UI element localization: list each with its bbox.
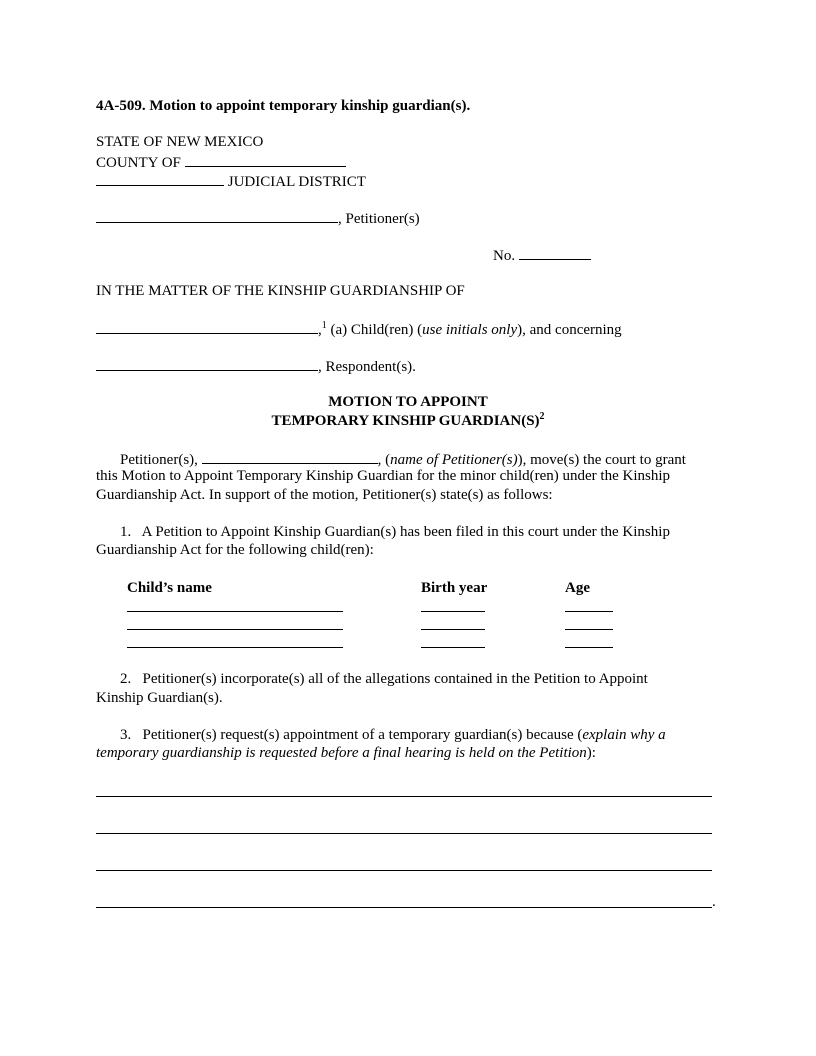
birth-year-field-1[interactable]: [421, 611, 485, 612]
case-number-line: [493, 245, 591, 265]
birth-year-field-2[interactable]: [421, 629, 485, 630]
case-number-label: No.: [493, 248, 516, 264]
petitioner-field[interactable]: [96, 208, 338, 223]
child-name-field-1[interactable]: [127, 611, 343, 612]
explanation-line-1[interactable]: [96, 796, 712, 797]
birth-year-field-3[interactable]: [421, 647, 485, 648]
col-header-birth-year: Birth year: [421, 580, 488, 596]
age-field-1[interactable]: [565, 611, 613, 612]
district-line: [96, 171, 366, 191]
item3-line2: temporary guardianship is requested before a final hearing is held on the Petition):: [96, 745, 596, 761]
child-initials-field[interactable]: [96, 319, 318, 334]
footnote-2: 2: [539, 411, 545, 422]
respondent-field[interactable]: [96, 356, 318, 371]
respondent-label: , Respondent(s).: [318, 359, 416, 375]
intro-line3: Guardianship Act. In support of the motion, Petitioner(s) state(s) as follows:: [96, 487, 553, 503]
motion-heading-line1: MOTION TO APPOINT: [328, 394, 488, 410]
item2-line1: 2. Petitioner(s) incorporate(s) all of the allegations contained in the Petition to Appoint: [120, 671, 648, 687]
item2-line2: Kinship Guardian(s).: [96, 690, 223, 706]
intro-line1: Petitioner(s), , (name of Petitioner(s)), move(s) the court to grant: [120, 449, 686, 469]
respondent-line: [96, 356, 416, 376]
county-label: COUNTY OF: [96, 155, 181, 171]
explanation-line-2[interactable]: [96, 833, 712, 834]
case-number-field[interactable]: [519, 245, 591, 260]
state-label: STATE OF NEW MEXICO: [96, 134, 264, 150]
petitioner-label: , Petitioner(s): [338, 211, 420, 227]
age-field-3[interactable]: [565, 647, 613, 648]
item1-line1: 1. A Petition to Appoint Kinship Guardian(s) has been filed in this court under the Kinship: [120, 524, 670, 540]
rule-title: 4A-509. Motion to appoint temporary kinship guardian(s).: [96, 98, 471, 114]
child-name-field-2[interactable]: [127, 629, 343, 630]
district-label: JUDICIAL DISTRICT: [227, 174, 366, 190]
age-field-2[interactable]: [565, 629, 613, 630]
explanation-line-4[interactable]: [96, 907, 712, 908]
child-line: ,$^1$ (a) Child(ren) (use initials only), and concerning: [96, 319, 622, 339]
item1-line2: Guardianship Act for the following child(ren):: [96, 542, 374, 558]
col-header-child-name: Child’s name: [127, 580, 212, 596]
district-field[interactable]: [96, 171, 224, 186]
child-name-field-3[interactable]: [127, 647, 343, 648]
motion-heading-line2: TEMPORARY KINSHIP $GUARDIAN(S)^2$: [271, 411, 545, 429]
petitioner-name-field[interactable]: [202, 449, 378, 464]
col-header-age: Age: [565, 580, 590, 596]
explanation-line-3[interactable]: [96, 870, 712, 871]
county-field[interactable]: [185, 152, 346, 167]
item3-line1: 3. Petitioner(s) request(s) appointment of a temporary guardian(s) because (explain why a: [120, 727, 666, 743]
petitioner-line: [96, 208, 420, 228]
footnote-1: 1: [321, 320, 327, 331]
matter-label: IN THE MATTER OF THE KINSHIP GUARDIANSHIP OF: [96, 283, 465, 299]
county-line: [96, 152, 346, 172]
explanation-end-period: .: [712, 894, 716, 910]
intro-line2: this Motion to Appoint Temporary Kinship Guardian for the minor child(ren) under the Kinship: [96, 468, 670, 484]
